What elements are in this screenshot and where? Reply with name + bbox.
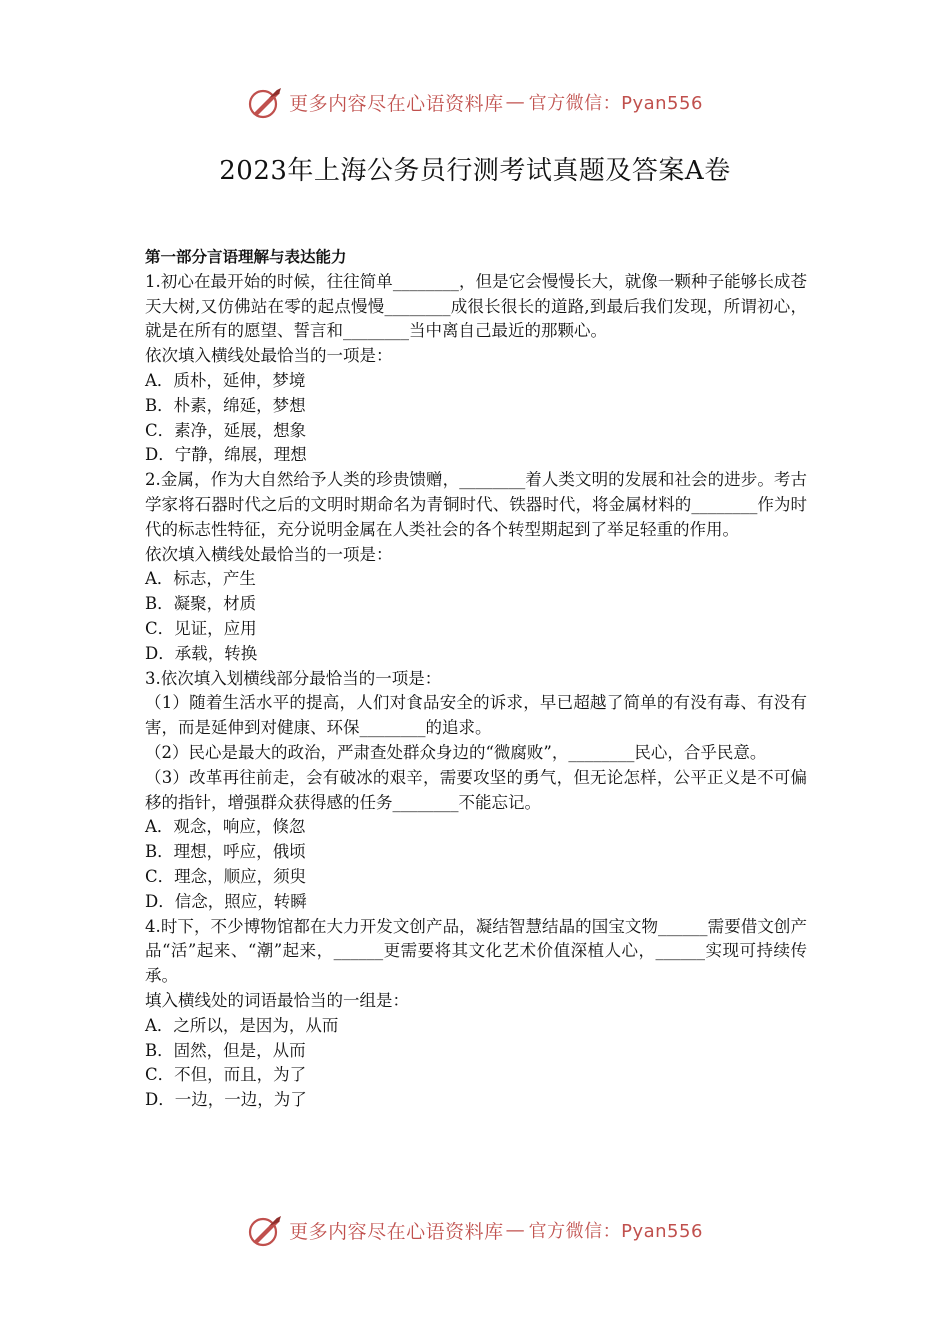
question-1-option-c: C．素净，延展，想象 (145, 420, 307, 440)
banner-text: 更多内容尽在心语资料库 (289, 1220, 504, 1243)
question-2-stem: 2.金属，作为大自然给予人类的珍贵馈赠，________着人类文明的发展和社会的进步。考古学家将石器时代之后的文明时期命名为青铜时代、铁器时代，将金属材料的________作为时代的标志性特征，充分说明金属在人类社会的各个转型期起到了举足轻重的作用。 (145, 470, 807, 539)
banner-dash: — (505, 1219, 525, 1241)
question-1-option-d: D．宁静，绵展，理想 (145, 445, 307, 465)
question-4-option-d: D．一边，一边，为了 (145, 1090, 307, 1110)
footer-watermark-banner (0, 1210, 950, 1250)
document-body (145, 245, 807, 1113)
question-4-option-b: B．固然，但是，从而 (145, 1040, 306, 1060)
question-3-sub-3: （3）改革再往前走，会有破冰的艰辛，需要攻坚的勇气，但无论怎样，公平正义是不可偏移的指针，增强群众获得感的任务________不能忘记。 (145, 767, 807, 812)
question-3-option-a: A．观念，响应，倏忽 (145, 817, 306, 837)
question-1-prompt: 依次填入横线处最恰当的一项是： (145, 346, 393, 366)
question-2-option-c: C．见证，应用 (145, 618, 257, 638)
question-2-option-a: A．标志，产生 (145, 569, 256, 589)
banner-dash: — (505, 91, 525, 113)
question-3-sub-2: （2）民心是最大的政治，严肃查处群众身边的“微腐败”，________民心，合乎民意。 (145, 742, 767, 762)
question-4-option-a: A．之所以，是因为，从而 (145, 1015, 339, 1035)
question-3-sub-1: （1）随着生活水平的提高，人们对食品安全的诉求，早已超越了简单的有没有毒、有没有害，而是延伸到对健康、环保________的追求。 (145, 693, 807, 738)
question-2-option-b: B．凝聚，材质 (145, 594, 257, 614)
banner-wechat: 官方微信：Pyan556 (528, 93, 703, 114)
question-4-option-c: C．不但，而且，为了 (145, 1065, 307, 1085)
question-2-option-d: D．承载，转换 (145, 643, 258, 663)
question-2-prompt: 依次填入横线处最恰当的一项是： (145, 544, 393, 564)
page-title: 2023年上海公务员行测考试真题及答案A卷 (219, 156, 731, 186)
question-1-option-a: A．质朴，延伸，梦境 (145, 370, 306, 390)
question-1-option-b: B．朴素，绵延，梦想 (145, 395, 306, 415)
question-3-stem: 3.依次填入划横线部分最恰当的一项是： (145, 668, 442, 688)
question-1-stem: 1.初心在最开始的时候，往往简单________，但是它会慢慢长大，就像一颗种子能够长成苍天大树,又仿佛站在零的起点慢慢________成很长很长的道路,到最后我们发现，所谓初心，就是在所有的愿望、誓言和________当中离自己最近的那颗心。 (145, 271, 807, 341)
header-watermark-banner (0, 82, 950, 122)
question-4-prompt: 填入横线处的词语最恰当的一组是： (145, 990, 409, 1010)
section-heading: 第一部分言语理解与表达能力 (145, 248, 347, 266)
question-4-stem: 4.时下，不少博物馆都在大力开发文创产品，凝结智慧结晶的国宝文物______需要借文创产品“活”起来、“潮”起来，______更需要将其文化艺术价值深植人心，______实现可持续传承。 (145, 916, 807, 986)
quill-pen-logo-icon (247, 1212, 283, 1248)
quill-pen-logo-icon (247, 84, 283, 120)
banner-wechat: 官方微信：Pyan556 (528, 1221, 703, 1242)
question-3-option-d: D．信念，照应，转瞬 (145, 891, 307, 911)
question-3-option-b: B．理想，呼应，俄顷 (145, 842, 306, 862)
banner-text: 更多内容尽在心语资料库 (289, 92, 504, 115)
question-3-option-c: C．理念，顺应，须臾 (145, 866, 307, 886)
